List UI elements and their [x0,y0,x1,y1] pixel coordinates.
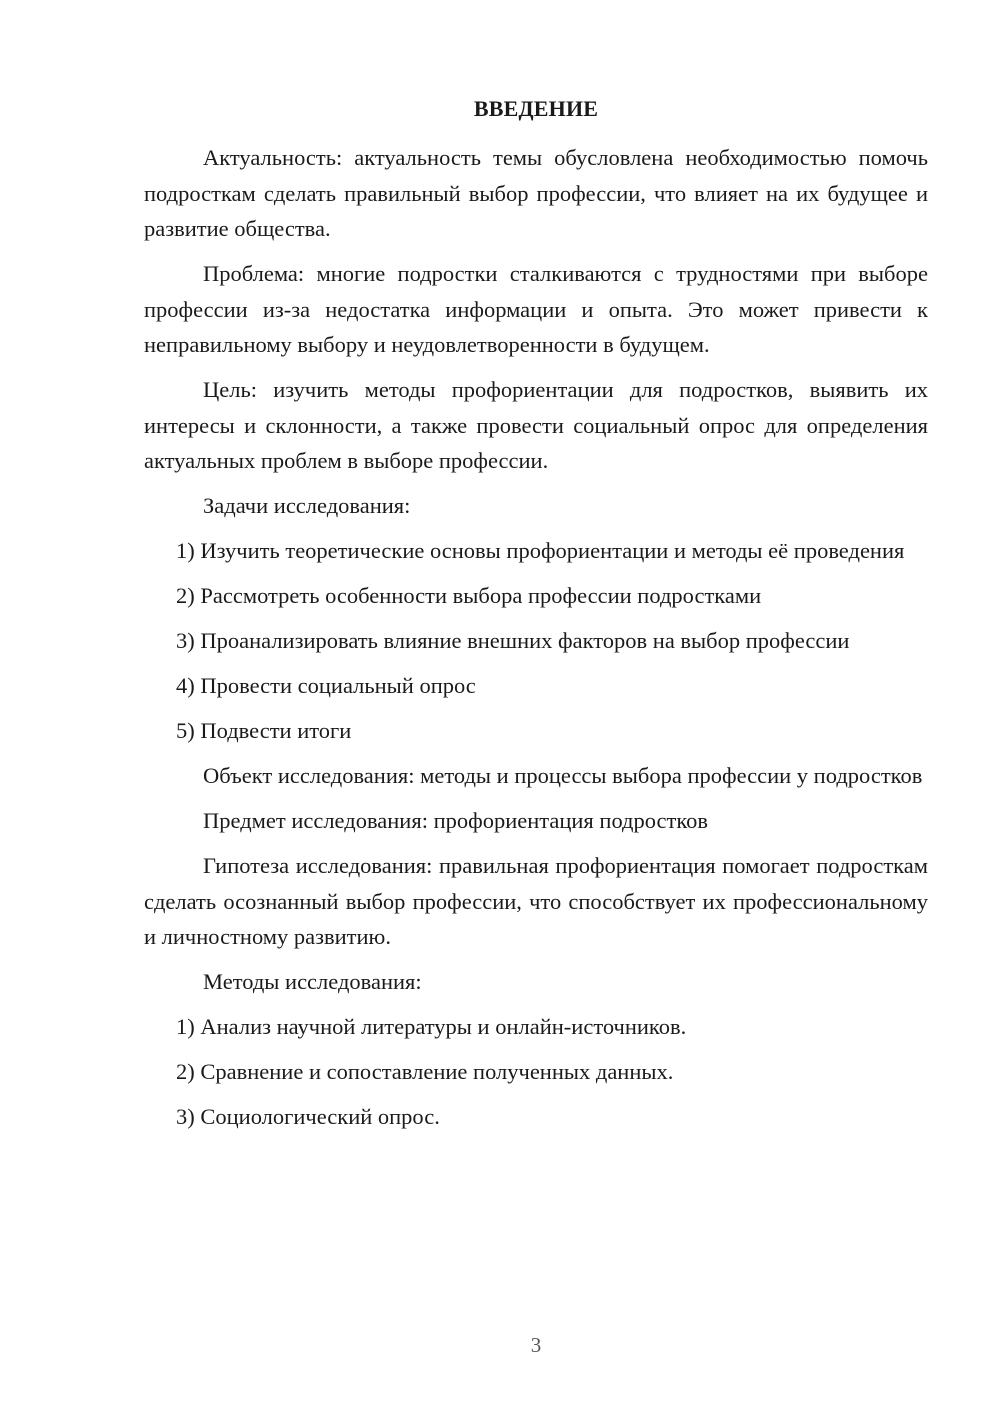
relevance-paragraph: Актуальность: актуальность темы обусловлена необходимостью помочь подросткам сделать правильный выбор профессии, что влияет на их будущее и развитие общества. [144,145,928,241]
problem-paragraph: Проблема: многие подростки сталкиваются с трудностями при выборе профессии из-за недостатка информации и опыта. Это может привести к неправильному выбору и неудовлетворенности в будущем. [144,261,928,357]
tasks-heading: Задачи исследования: [203,493,411,518]
list-item: 2) Рассмотреть особенности выбора профессии подростками [176,583,762,608]
methods-heading: Методы исследования: [203,969,422,994]
page-number: 3 [530,1333,542,1357]
document-body [144,140,928,1144]
list-item: 1) Анализ научной литературы и онлайн-источников. [176,1014,687,1039]
methods-list [144,1009,928,1135]
object-paragraph: Объект исследования: методы и процессы выбора профессии у подростков [203,763,923,788]
goal-paragraph: Цель: изучить методы профориентации для подростков, выявить их интересы и склонности, а также провести социальный опрос для определения актуальных проблем в выборе профессии. [144,377,928,473]
page-title: ВВЕДЕНИЕ [473,96,599,121]
tasks-list [144,533,928,749]
list-item: 5) Подвести итоги [176,718,352,743]
hypothesis-paragraph: Гипотеза исследования: правильная профориентация помогает подросткам сделать осознанный выбор профессии, что способствует их профессиональному и личностному развитию. [144,853,928,949]
list-item: 4) Провести социальный опрос [176,673,476,698]
list-item: 3) Проанализировать влияние внешних факторов на выбор профессии [176,628,850,653]
list-item: 1) Изучить теоретические основы профориентации и методы её проведения [176,538,905,563]
list-item: 2) Сравнение и сопоставление полученных данных. [176,1059,674,1084]
subject-paragraph: Предмет исследования: профориентация подростков [203,808,709,833]
list-item: 3) Социологический опрос. [176,1104,440,1129]
